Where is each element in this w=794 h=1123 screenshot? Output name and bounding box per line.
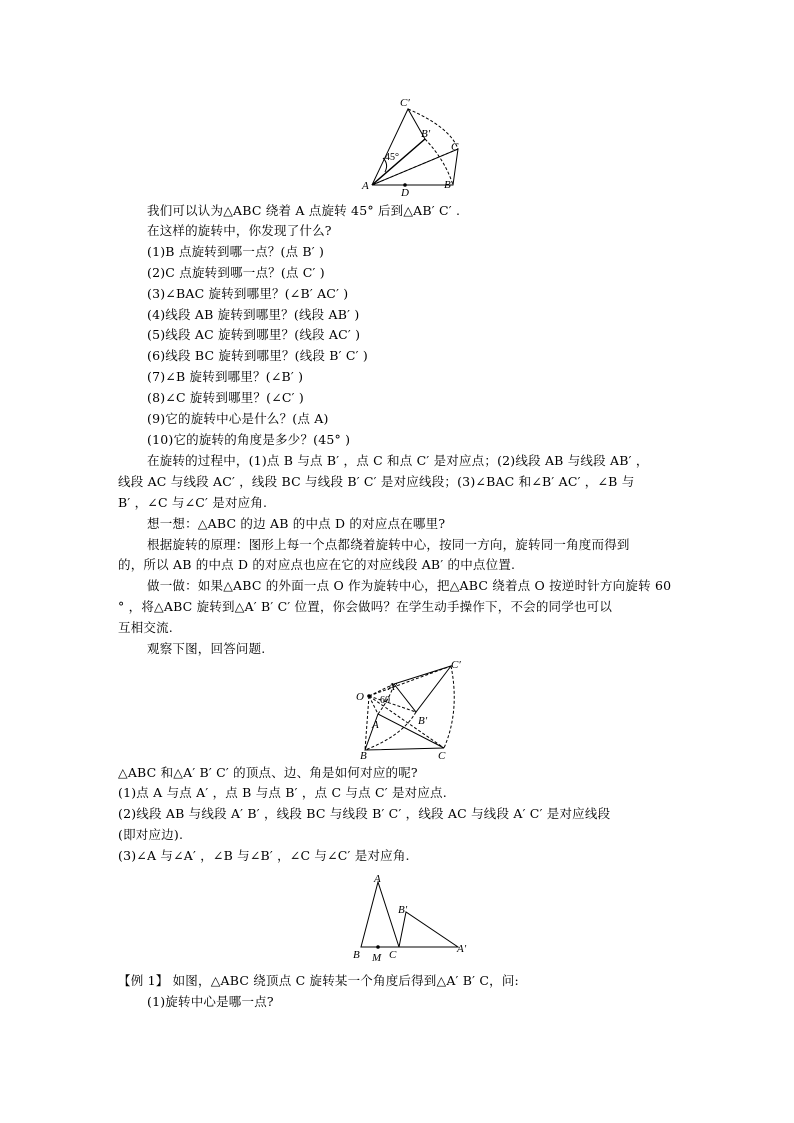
text-line: 我们可以认为△ABC 绕着 A 点旋转 45° 后到△AB′ C′ . [147, 203, 461, 218]
triangle-ABC [361, 882, 399, 947]
text-line: (4)线段 AB 旋转到哪里？(线段 AB′ ) [147, 307, 360, 322]
label-A: A [362, 180, 369, 192]
text-line: (7)∠B 旋转到哪里？(∠B′ ) [147, 369, 304, 384]
label-B: B [360, 750, 367, 762]
text-line: (2)线段 AB 与线段 A′ B′ ，线段 BC 与线段 B′ C′ ，线段 AC 与线段 A′ C′ 是对应线段 [118, 806, 611, 821]
label-O: O [356, 691, 364, 703]
rotation-arc [444, 666, 454, 748]
label-A1: A′ [457, 943, 467, 955]
text-line: (10)它的旋转的角度是多少？(45° ) [147, 432, 351, 447]
label-A1: A′ [388, 681, 398, 693]
label-B1: B′ [398, 904, 408, 916]
label-C: C [389, 949, 397, 961]
text-line: (1)B 点旋转到哪一点？(点 B′ ) [147, 244, 325, 259]
rotation-arc-mid [365, 712, 416, 750]
label-D: D [401, 187, 409, 199]
text-line: (1)点 A 与点 A′ ，点 B 与点 B′ ，点 C 与点 C′ 是对应点. [118, 785, 447, 800]
label-angle: 45° [385, 152, 399, 163]
text-line: (3)∠BAC 旋转到哪里？(∠B′ AC′ ) [147, 286, 349, 301]
text-line: 做一做：如果△ABC 的外面一点 O 作为旋转中心，把△ABC 绕着点 O 按逆时针方向旋转 60 [147, 578, 672, 593]
label-C1: C′ [400, 97, 410, 109]
text-line: 在这样的旋转中，你发现了什么? [147, 223, 332, 238]
text-line: (9)它的旋转中心是什么？(点 A) [147, 411, 329, 426]
text-line: 线段 AC 与线段 AC′ ，线段 BC 与线段 B′ C′ 是对应线段；(3)∠BAC 和∠B′ AC′ ，∠B 与 [118, 474, 635, 489]
text-line: (即对应边). [118, 827, 184, 842]
text-line: 互相交流. [118, 620, 173, 635]
label-C: C [438, 750, 446, 762]
text-line: 的，所以 AB 的中点 D 的对应点也应在它的对应线段 AB′ 的中点位置. [118, 557, 516, 572]
label-M: M [372, 952, 382, 964]
text-line: 想一想：△ABC 的边 AB 的中点 D 的对应点在哪里? [147, 516, 446, 531]
label-angle: 60 [380, 695, 390, 706]
label-B1: B′ [421, 128, 431, 140]
label-A: A [372, 719, 379, 731]
text-line: (1)旋转中心是哪一点? [147, 994, 274, 1009]
text-line: 观察下图，回答问题. [147, 641, 266, 656]
example-title: 【例 1】 如图，△ABC 绕顶点 C 旋转某一个角度后得到△A′ B′ C，问: [118, 973, 519, 988]
text-line: (6)线段 BC 旋转到哪里？(线段 B′ C′ ) [147, 348, 368, 363]
center-O [367, 694, 371, 698]
triangle-A1B1C [399, 912, 458, 947]
label-B1: B′ [418, 715, 428, 727]
text-line: 根据旋转的原理：图形上每一个点都绕着旋转中心，按同一方向，旋转同一角度而得到 [147, 537, 630, 552]
text-line: 在旋转的过程中，(1)点 B 与点 B′ ，点 C 和点 C′ 是对应点；(2)线段 AB 与线段 AB′ ， [147, 453, 649, 468]
text-line: (8)∠C 旋转到哪里？(∠C′ ) [147, 390, 304, 405]
text-line: (5)线段 AC 旋转到哪里？(线段 AC′ ) [147, 327, 361, 342]
text-line: ° ，将△ABC 旋转到△A′ B′ C′ 位置，你会做吗？在学生动手操作下，不会的同学也可以 [118, 599, 613, 614]
label-B: B [353, 949, 360, 961]
point-M [376, 945, 380, 949]
figure-rotation-60 [352, 656, 472, 762]
label-C1: C′ [451, 659, 461, 671]
text-line: (3)∠A 与∠A′ ，∠B 与∠B′ ，∠C 与∠C′ 是对应角. [118, 848, 410, 863]
text-line: △ABC 和△A′ B′ C′ 的顶点、边、角是如何对应的呢? [118, 765, 418, 780]
figure-rotation-45 [355, 92, 475, 200]
triangle-A1B1C1 [394, 666, 451, 712]
text-line: (2)C 点旋转到哪一点？(点 C′ ) [147, 265, 325, 280]
label-C: C [451, 141, 459, 153]
label-A: A [374, 873, 381, 885]
label-B: B [444, 179, 451, 191]
figure-example-rotation [345, 868, 480, 964]
text-line: B′ ，∠C 与∠C′ 是对应角. [118, 495, 268, 510]
